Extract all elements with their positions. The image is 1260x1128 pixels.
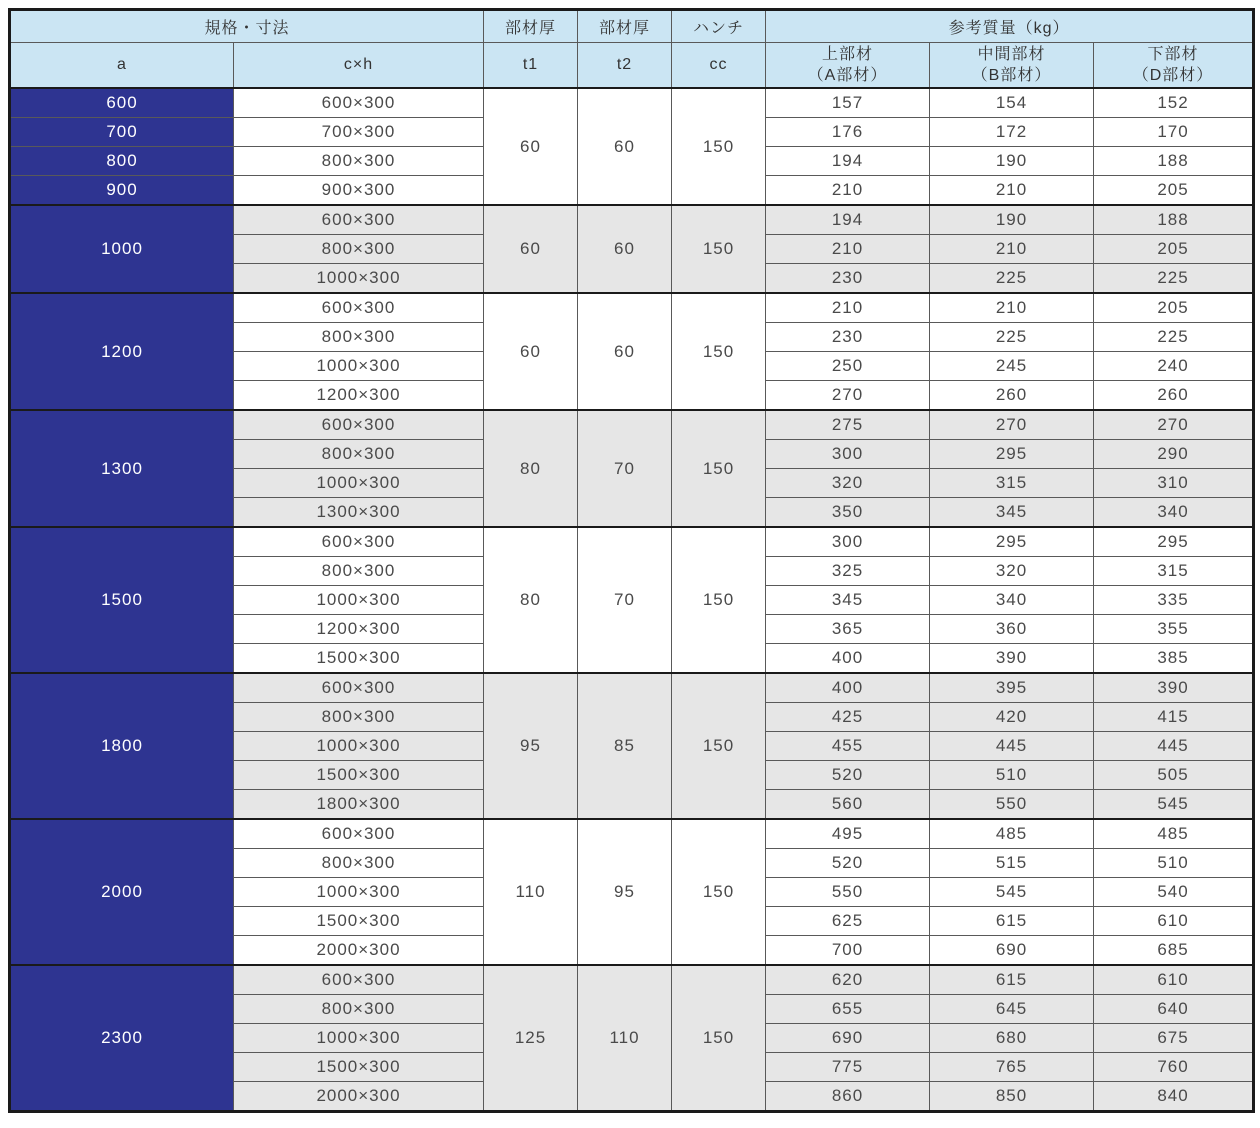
middle-mass-cell: 225 bbox=[930, 264, 1094, 294]
cxh-value-cell: 600×300 bbox=[234, 410, 484, 440]
a-value-cell: 1800 bbox=[10, 673, 234, 819]
middle-mass-cell: 645 bbox=[930, 995, 1094, 1024]
a-value-cell: 2300 bbox=[10, 965, 234, 1112]
cxh-value-cell: 600×300 bbox=[234, 88, 484, 118]
cxh-value-cell: 900×300 bbox=[234, 176, 484, 206]
middle-mass-cell: 515 bbox=[930, 849, 1094, 878]
lower-mass-cell: 610 bbox=[1094, 965, 1254, 995]
t1-value-cell: 60 bbox=[484, 293, 578, 410]
col-upper-member-header bbox=[766, 43, 930, 89]
lower-mass-cell: 295 bbox=[1094, 527, 1254, 557]
middle-mass-cell: 172 bbox=[930, 118, 1094, 147]
lower-mass-cell: 290 bbox=[1094, 440, 1254, 469]
table-body bbox=[10, 88, 1254, 1112]
middle-mass-cell: 245 bbox=[930, 352, 1094, 381]
cxh-value-cell: 800×300 bbox=[234, 235, 484, 264]
upper-mass-cell: 230 bbox=[766, 323, 930, 352]
upper-mass-cell: 300 bbox=[766, 440, 930, 469]
lower-mass-cell: 205 bbox=[1094, 293, 1254, 323]
table-row bbox=[10, 965, 1254, 995]
cxh-value-cell: 600×300 bbox=[234, 293, 484, 323]
cc-value-cell: 150 bbox=[672, 527, 766, 673]
member-thickness-2-header: 部材厚 bbox=[578, 10, 672, 43]
cxh-value-cell: 700×300 bbox=[234, 118, 484, 147]
col-cc-header: cc bbox=[672, 43, 766, 89]
t2-value-cell: 70 bbox=[578, 410, 672, 527]
col-lower-member-header bbox=[1094, 43, 1254, 89]
a-value-cell: 800 bbox=[10, 147, 234, 176]
spec-dimension-header: 規格・寸法 bbox=[10, 10, 484, 43]
upper-mass-cell: 400 bbox=[766, 673, 930, 703]
upper-mass-cell: 625 bbox=[766, 907, 930, 936]
cxh-value-cell: 2000×300 bbox=[234, 936, 484, 966]
cxh-value-cell: 600×300 bbox=[234, 205, 484, 235]
t2-value-cell: 60 bbox=[578, 205, 672, 293]
lower-mass-cell: 510 bbox=[1094, 849, 1254, 878]
cxh-value-cell: 1200×300 bbox=[234, 381, 484, 411]
lower-mass-cell: 640 bbox=[1094, 995, 1254, 1024]
middle-mass-cell: 190 bbox=[930, 147, 1094, 176]
upper-mass-cell: 194 bbox=[766, 147, 930, 176]
upper-mass-cell: 690 bbox=[766, 1024, 930, 1053]
middle-member-sublabel: （B部材） bbox=[971, 67, 1052, 84]
middle-mass-cell: 320 bbox=[930, 557, 1094, 586]
cxh-value-cell: 1500×300 bbox=[234, 644, 484, 674]
middle-mass-cell: 360 bbox=[930, 615, 1094, 644]
upper-mass-cell: 320 bbox=[766, 469, 930, 498]
middle-mass-cell: 190 bbox=[930, 205, 1094, 235]
lower-mass-cell: 152 bbox=[1094, 88, 1254, 118]
lower-mass-cell: 545 bbox=[1094, 790, 1254, 820]
table-row bbox=[10, 293, 1254, 323]
upper-mass-cell: 345 bbox=[766, 586, 930, 615]
upper-member-label: 上部材 bbox=[822, 46, 874, 63]
a-value-cell: 1200 bbox=[10, 293, 234, 410]
lower-mass-cell: 188 bbox=[1094, 147, 1254, 176]
table-row bbox=[10, 88, 1254, 118]
t1-value-cell: 80 bbox=[484, 410, 578, 527]
middle-mass-cell: 340 bbox=[930, 586, 1094, 615]
lower-mass-cell: 675 bbox=[1094, 1024, 1254, 1053]
spec-dimension-table bbox=[8, 8, 1255, 1113]
a-value-cell: 700 bbox=[10, 118, 234, 147]
cc-value-cell: 150 bbox=[672, 88, 766, 205]
t2-value-cell: 70 bbox=[578, 527, 672, 673]
a-value-cell: 1300 bbox=[10, 410, 234, 527]
lower-mass-cell: 240 bbox=[1094, 352, 1254, 381]
col-middle-member-header bbox=[930, 43, 1094, 89]
lower-mass-cell: 685 bbox=[1094, 936, 1254, 966]
t1-value-cell: 110 bbox=[484, 819, 578, 965]
t2-value-cell: 95 bbox=[578, 819, 672, 965]
middle-mass-cell: 315 bbox=[930, 469, 1094, 498]
a-value-cell: 1000 bbox=[10, 205, 234, 293]
cxh-value-cell: 1000×300 bbox=[234, 732, 484, 761]
middle-mass-cell: 210 bbox=[930, 235, 1094, 264]
col-t2-header: t2 bbox=[578, 43, 672, 89]
upper-mass-cell: 365 bbox=[766, 615, 930, 644]
t2-value-cell: 85 bbox=[578, 673, 672, 819]
haunch-header: ハンチ bbox=[672, 10, 766, 43]
middle-mass-cell: 395 bbox=[930, 673, 1094, 703]
cxh-value-cell: 800×300 bbox=[234, 849, 484, 878]
cxh-value-cell: 1000×300 bbox=[234, 352, 484, 381]
cxh-value-cell: 1200×300 bbox=[234, 615, 484, 644]
cxh-value-cell: 1000×300 bbox=[234, 469, 484, 498]
cxh-value-cell: 800×300 bbox=[234, 147, 484, 176]
lower-mass-cell: 170 bbox=[1094, 118, 1254, 147]
lower-mass-cell: 485 bbox=[1094, 819, 1254, 849]
header-row-groups bbox=[10, 10, 1254, 43]
upper-mass-cell: 157 bbox=[766, 88, 930, 118]
upper-mass-cell: 230 bbox=[766, 264, 930, 294]
upper-member-sublabel: （A部材） bbox=[807, 67, 888, 84]
cxh-value-cell: 800×300 bbox=[234, 703, 484, 732]
lower-mass-cell: 225 bbox=[1094, 264, 1254, 294]
upper-mass-cell: 520 bbox=[766, 761, 930, 790]
cxh-value-cell: 800×300 bbox=[234, 995, 484, 1024]
cc-value-cell: 150 bbox=[672, 205, 766, 293]
cc-value-cell: 150 bbox=[672, 293, 766, 410]
lower-mass-cell: 445 bbox=[1094, 732, 1254, 761]
cxh-value-cell: 600×300 bbox=[234, 527, 484, 557]
middle-mass-cell: 345 bbox=[930, 498, 1094, 528]
middle-mass-cell: 765 bbox=[930, 1053, 1094, 1082]
table-row bbox=[10, 410, 1254, 440]
middle-mass-cell: 154 bbox=[930, 88, 1094, 118]
upper-mass-cell: 775 bbox=[766, 1053, 930, 1082]
t1-value-cell: 95 bbox=[484, 673, 578, 819]
cc-value-cell: 150 bbox=[672, 410, 766, 527]
middle-mass-cell: 225 bbox=[930, 323, 1094, 352]
a-value-cell: 900 bbox=[10, 176, 234, 206]
cxh-value-cell: 1500×300 bbox=[234, 907, 484, 936]
middle-mass-cell: 850 bbox=[930, 1082, 1094, 1112]
table-row bbox=[10, 205, 1254, 235]
upper-mass-cell: 350 bbox=[766, 498, 930, 528]
lower-mass-cell: 505 bbox=[1094, 761, 1254, 790]
middle-mass-cell: 295 bbox=[930, 440, 1094, 469]
cxh-value-cell: 1500×300 bbox=[234, 761, 484, 790]
cxh-value-cell: 600×300 bbox=[234, 819, 484, 849]
upper-mass-cell: 325 bbox=[766, 557, 930, 586]
middle-mass-cell: 550 bbox=[930, 790, 1094, 820]
upper-mass-cell: 620 bbox=[766, 965, 930, 995]
a-value-cell: 2000 bbox=[10, 819, 234, 965]
upper-mass-cell: 194 bbox=[766, 205, 930, 235]
middle-member-label: 中間部材 bbox=[977, 46, 1046, 63]
middle-mass-cell: 445 bbox=[930, 732, 1094, 761]
middle-mass-cell: 270 bbox=[930, 410, 1094, 440]
t1-value-cell: 60 bbox=[484, 205, 578, 293]
lower-member-sublabel: （D部材） bbox=[1132, 67, 1214, 84]
lower-mass-cell: 260 bbox=[1094, 381, 1254, 411]
lower-mass-cell: 335 bbox=[1094, 586, 1254, 615]
middle-mass-cell: 680 bbox=[930, 1024, 1094, 1053]
member-thickness-1-header: 部材厚 bbox=[484, 10, 578, 43]
a-value-cell: 1500 bbox=[10, 527, 234, 673]
middle-mass-cell: 690 bbox=[930, 936, 1094, 966]
cxh-value-cell: 800×300 bbox=[234, 557, 484, 586]
upper-mass-cell: 655 bbox=[766, 995, 930, 1024]
lower-mass-cell: 760 bbox=[1094, 1053, 1254, 1082]
reference-mass-header: 参考質量（kg） bbox=[766, 10, 1254, 43]
upper-mass-cell: 210 bbox=[766, 293, 930, 323]
t2-value-cell: 60 bbox=[578, 88, 672, 205]
upper-mass-cell: 700 bbox=[766, 936, 930, 966]
cxh-value-cell: 600×300 bbox=[234, 673, 484, 703]
a-value-cell: 600 bbox=[10, 88, 234, 118]
lower-mass-cell: 225 bbox=[1094, 323, 1254, 352]
upper-mass-cell: 560 bbox=[766, 790, 930, 820]
upper-mass-cell: 550 bbox=[766, 878, 930, 907]
middle-mass-cell: 615 bbox=[930, 907, 1094, 936]
col-t1-header: t1 bbox=[484, 43, 578, 89]
lower-mass-cell: 188 bbox=[1094, 205, 1254, 235]
middle-mass-cell: 545 bbox=[930, 878, 1094, 907]
lower-mass-cell: 315 bbox=[1094, 557, 1254, 586]
cc-value-cell: 150 bbox=[672, 819, 766, 965]
cxh-value-cell: 1500×300 bbox=[234, 1053, 484, 1082]
lower-mass-cell: 385 bbox=[1094, 644, 1254, 674]
lower-mass-cell: 205 bbox=[1094, 176, 1254, 206]
lower-mass-cell: 355 bbox=[1094, 615, 1254, 644]
upper-mass-cell: 210 bbox=[766, 235, 930, 264]
cc-value-cell: 150 bbox=[672, 673, 766, 819]
cxh-value-cell: 2000×300 bbox=[234, 1082, 484, 1112]
cxh-value-cell: 1000×300 bbox=[234, 878, 484, 907]
table-row bbox=[10, 673, 1254, 703]
cxh-value-cell: 1000×300 bbox=[234, 586, 484, 615]
lower-mass-cell: 840 bbox=[1094, 1082, 1254, 1112]
lower-mass-cell: 205 bbox=[1094, 235, 1254, 264]
table-header bbox=[10, 10, 1254, 89]
table-row bbox=[10, 527, 1254, 557]
upper-mass-cell: 400 bbox=[766, 644, 930, 674]
middle-mass-cell: 260 bbox=[930, 381, 1094, 411]
upper-mass-cell: 270 bbox=[766, 381, 930, 411]
upper-mass-cell: 250 bbox=[766, 352, 930, 381]
middle-mass-cell: 510 bbox=[930, 761, 1094, 790]
cc-value-cell: 150 bbox=[672, 965, 766, 1112]
col-a-header: a bbox=[10, 43, 234, 89]
upper-mass-cell: 275 bbox=[766, 410, 930, 440]
cxh-value-cell: 1300×300 bbox=[234, 498, 484, 528]
cxh-value-cell: 1000×300 bbox=[234, 1024, 484, 1053]
cxh-value-cell: 1800×300 bbox=[234, 790, 484, 820]
middle-mass-cell: 210 bbox=[930, 293, 1094, 323]
lower-mass-cell: 390 bbox=[1094, 673, 1254, 703]
t2-value-cell: 60 bbox=[578, 293, 672, 410]
upper-mass-cell: 210 bbox=[766, 176, 930, 206]
middle-mass-cell: 210 bbox=[930, 176, 1094, 206]
t2-value-cell: 110 bbox=[578, 965, 672, 1112]
cxh-value-cell: 1000×300 bbox=[234, 264, 484, 294]
t1-value-cell: 80 bbox=[484, 527, 578, 673]
lower-mass-cell: 610 bbox=[1094, 907, 1254, 936]
header-row-columns bbox=[10, 43, 1254, 89]
middle-mass-cell: 615 bbox=[930, 965, 1094, 995]
upper-mass-cell: 455 bbox=[766, 732, 930, 761]
middle-mass-cell: 295 bbox=[930, 527, 1094, 557]
middle-mass-cell: 485 bbox=[930, 819, 1094, 849]
lower-mass-cell: 415 bbox=[1094, 703, 1254, 732]
col-cxh-header: c×h bbox=[234, 43, 484, 89]
upper-mass-cell: 520 bbox=[766, 849, 930, 878]
upper-mass-cell: 495 bbox=[766, 819, 930, 849]
lower-member-label: 下部材 bbox=[1147, 46, 1199, 63]
lower-mass-cell: 270 bbox=[1094, 410, 1254, 440]
middle-mass-cell: 390 bbox=[930, 644, 1094, 674]
lower-mass-cell: 540 bbox=[1094, 878, 1254, 907]
cxh-value-cell: 600×300 bbox=[234, 965, 484, 995]
upper-mass-cell: 176 bbox=[766, 118, 930, 147]
lower-mass-cell: 340 bbox=[1094, 498, 1254, 528]
upper-mass-cell: 425 bbox=[766, 703, 930, 732]
cxh-value-cell: 800×300 bbox=[234, 440, 484, 469]
cxh-value-cell: 800×300 bbox=[234, 323, 484, 352]
upper-mass-cell: 300 bbox=[766, 527, 930, 557]
t1-value-cell: 125 bbox=[484, 965, 578, 1112]
t1-value-cell: 60 bbox=[484, 88, 578, 205]
middle-mass-cell: 420 bbox=[930, 703, 1094, 732]
lower-mass-cell: 310 bbox=[1094, 469, 1254, 498]
table-row bbox=[10, 819, 1254, 849]
upper-mass-cell: 860 bbox=[766, 1082, 930, 1112]
